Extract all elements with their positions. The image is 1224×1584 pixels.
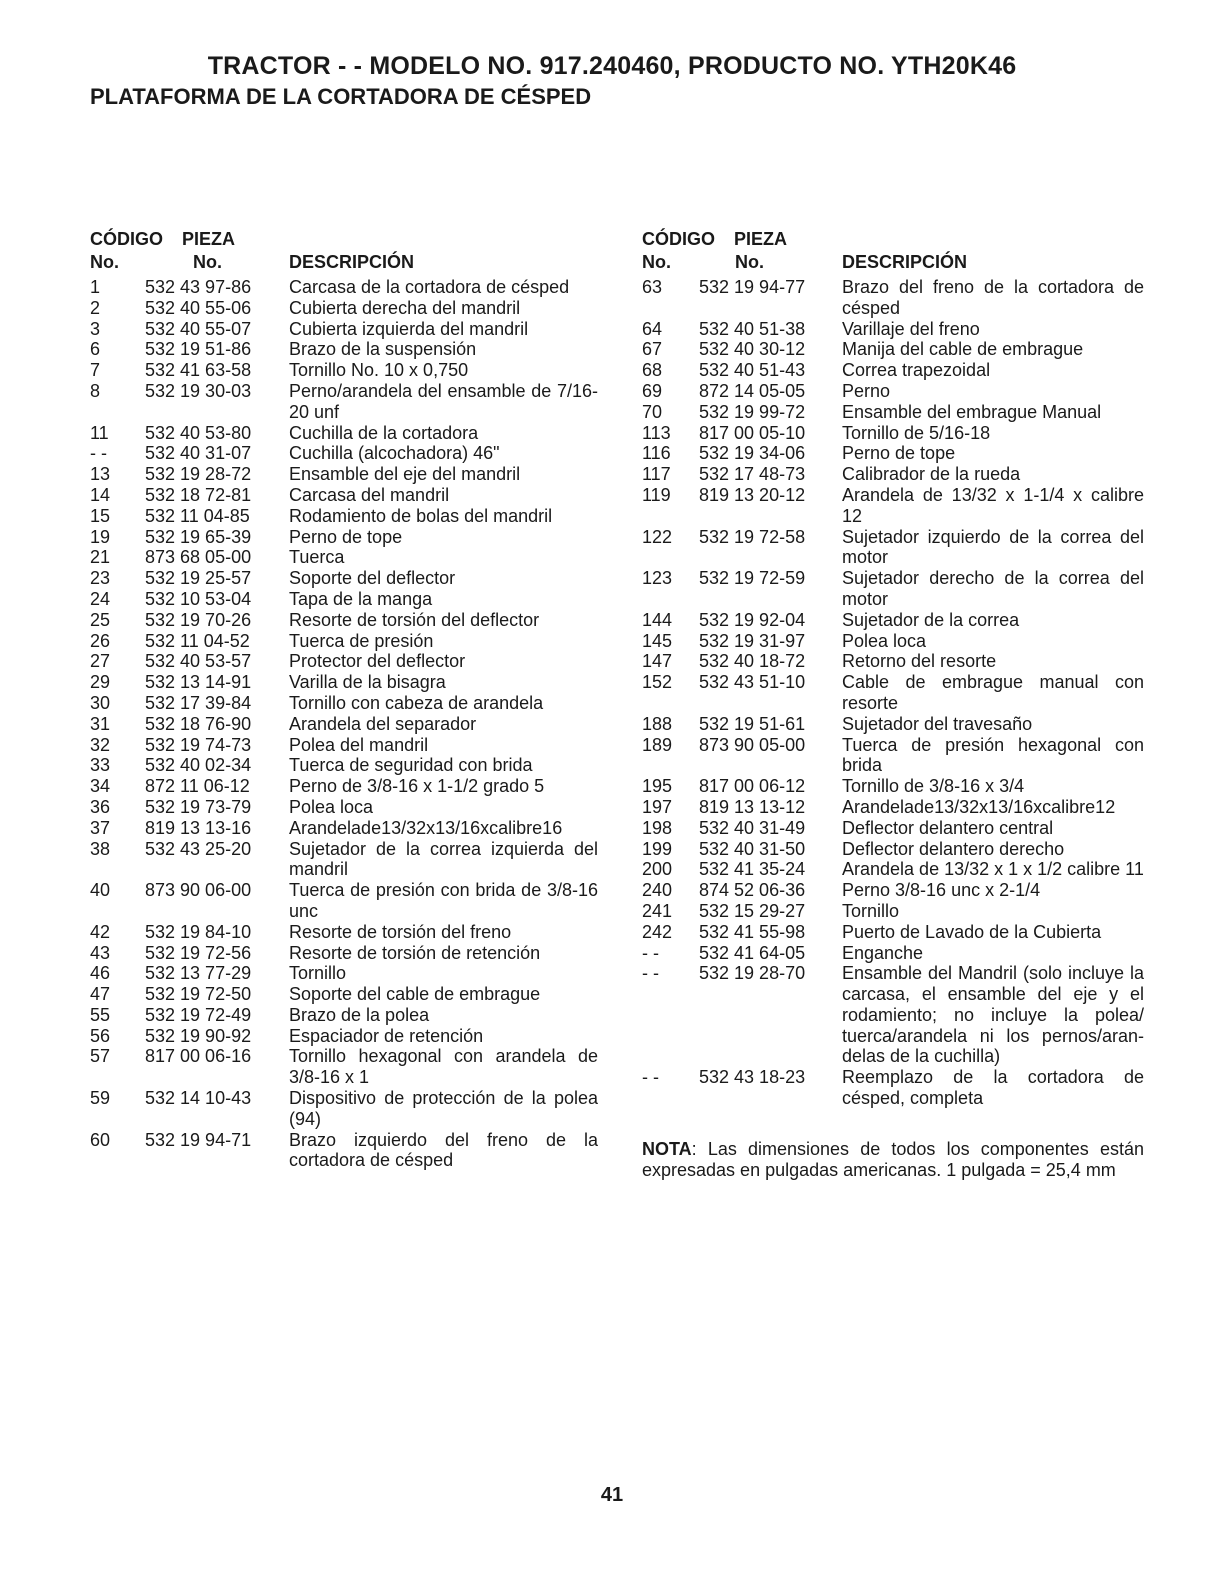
codigo-no: 69 [642,380,663,401]
table-row [642,735,1144,777]
codigo-no: 197 [642,796,673,817]
descripcion: Tornillo con cabeza de arandela [289,692,544,713]
pieza-no: 532 41 63-58 [145,360,252,381]
pieza-no: 532 19 72-49 [145,1004,252,1025]
table-row [642,963,1144,1067]
codigo-no: 13 [90,464,111,485]
descripcion: Tuerca [289,547,345,568]
descripcion: Deflector delantero central [842,817,1054,838]
codigo-no: 38 [90,838,111,859]
table-row [90,776,598,797]
header-pieza-no: No. [193,252,222,272]
table-row [90,1005,598,1026]
descripcion: Perno de 3/8-16 x 1-1/2 grado 5 [289,776,545,797]
table-row [90,797,598,818]
table-row [642,901,1144,922]
table-row [90,651,598,672]
pieza-no: 532 43 51-10 [699,672,806,693]
pieza-no: 532 19 34-06 [699,443,806,464]
pieza-no: 532 19 72-58 [699,526,806,547]
codigo-no: 123 [642,568,673,589]
table-row [642,672,1144,714]
table-row [90,506,598,527]
pieza-no: 532 14 10-43 [145,1088,252,1109]
codigo-no: 200 [642,859,673,880]
table-row [642,880,1144,901]
header-pieza-no: No. [735,252,764,272]
descripcion: Correa trapezoidal [842,360,991,381]
table-row [90,880,598,922]
descripcion: Tapa de la manga [289,588,433,609]
descripcion: Resorte de torsión del freno [289,921,512,942]
pieza-no: 819 13 20-12 [699,484,806,505]
header-codigo: CÓDIGO [642,229,716,249]
codigo-no: 189 [642,734,673,755]
codigo-no: - - [90,443,107,464]
table-row [90,755,598,776]
table-row [642,339,1144,360]
codigo-no: - - [642,963,659,984]
column-header [642,229,1144,273]
descripcion: Calibrador de la rueda [842,464,1021,485]
descripcion: Soporte del deflector [289,568,456,589]
table-row [642,277,1144,319]
descripcion: Deflector delantero derecho [842,838,1065,859]
pieza-no: 532 19 51-61 [699,713,806,734]
pieza-no: 532 19 74-73 [145,734,252,755]
table-row [90,735,598,756]
codigo-no: 31 [90,713,111,734]
descripcion: Perno [842,380,891,401]
descripcion: Tornillo hexagonal con arandela de 3/8-16 x 1 [289,1046,598,1088]
codigo-no: 2 [90,297,101,318]
table-row [642,839,1144,860]
table-row [90,693,598,714]
pieza-no: 872 14 05-05 [699,380,806,401]
descripcion: Resorte de torsión de retención [289,942,541,963]
codigo-no: 145 [642,630,673,651]
codigo-no: 19 [90,526,111,547]
table-row [90,547,598,568]
codigo-no: 36 [90,796,111,817]
codigo-no: 68 [642,360,663,381]
codigo-no: 198 [642,817,673,838]
descripcion: Rodamiento de bolas del mandril [289,505,553,526]
table-row [642,776,1144,797]
pieza-no: 532 43 18-23 [699,1067,806,1088]
codigo-no: 37 [90,817,111,838]
header-pieza: PIEZA [734,229,788,249]
column-header [90,229,598,273]
pieza-no: 819 13 13-16 [145,817,252,838]
descripcion: Perno de tope [289,526,403,547]
codigo-no: 29 [90,672,111,693]
pieza-no: 532 11 04-52 [145,630,250,651]
descripcion: Arandelade13/32x13/16xcalibre16 [289,817,563,838]
table-row [90,672,598,693]
codigo-no: 57 [90,1046,111,1067]
table-row [90,319,598,340]
table-row [90,443,598,464]
table-row [90,818,598,839]
table-row [642,402,1144,423]
descripcion: Brazo izquierdo del freno de la cortadora de césped [289,1129,598,1171]
descripcion: Sujetador de la correa [842,609,1020,630]
codigo-no: 33 [90,755,111,776]
pieza-no: 532 40 30-12 [699,339,806,360]
codigo-no: 1 [90,277,101,297]
pieza-no: 532 40 31-07 [145,443,252,464]
table-row [642,818,1144,839]
table-row [90,943,598,964]
table-row [90,631,598,652]
codigo-no: 42 [90,921,111,942]
descripcion: Protector del deflector [289,651,466,672]
descripcion: Puerto de Lavado de la Cubierta [842,921,1102,942]
table-row [642,859,1144,880]
table-row [90,1046,598,1088]
codigo-no: 3 [90,318,101,339]
codigo-no: 70 [642,401,663,422]
codigo-no: 113 [642,422,671,443]
descripcion: Perno de tope [842,443,956,464]
parts-column-right [642,229,1144,1181]
table-row [90,360,598,381]
codigo-no: 60 [90,1129,111,1150]
pieza-no: 532 19 94-77 [699,277,806,297]
pieza-no: 532 19 72-59 [699,568,806,589]
descripcion: Dispositivo de protección de la polea (94) [289,1088,598,1129]
codigo-no: 24 [90,588,111,609]
descripcion: Polea del mandril [289,734,429,755]
descripcion: Arandela de 13/32 x 1-1/4 x calibre 12 [842,484,1144,526]
pieza-no: 532 10 53-04 [145,588,252,609]
page-number: 41 [600,1484,624,1506]
table-row [90,381,598,423]
header-pieza: PIEZA [182,229,236,249]
codigo-no: 240 [642,880,673,901]
header-descripcion: DESCRIPCIÓN [289,252,415,272]
codigo-no: 43 [90,942,111,963]
pieza-no: 532 41 55-98 [699,921,806,942]
descripcion: Cuchilla de la cortadora [289,422,479,443]
pieza-no: 532 19 90-92 [145,1025,252,1046]
codigo-no: 199 [642,838,673,859]
descripcion: Carcasa de la cortadora de césped [289,277,570,297]
pieza-no: 532 40 31-50 [699,838,806,859]
table-row [90,423,598,444]
pieza-no: 532 19 72-50 [145,984,252,1005]
pieza-no: 873 90 05-00 [699,734,806,755]
pieza-no: 874 52 06-36 [699,880,806,901]
pieza-no: 532 19 73-79 [145,796,252,817]
page-title: TRACTOR - - MODELO NO. 917.240460, PRODUCTO NO. YTH20K46 [207,52,1017,80]
codigo-no: 147 [642,651,673,672]
table-row [90,1130,598,1172]
codigo-no: 47 [90,984,111,1005]
pieza-no: 532 19 51-86 [145,339,252,360]
table-row [90,339,598,360]
table-row [642,943,1144,964]
header-codigo-no: No. [642,252,671,272]
codigo-no: 27 [90,651,111,672]
descripcion: Cuchilla (alcochadora) 46" [289,443,500,464]
table-row [90,464,598,485]
descripcion: Manija del cable de embrague [842,339,1084,360]
table-row [642,631,1144,652]
descripcion: Ensamble del embrague Manual [842,401,1102,422]
codigo-no: 195 [642,776,673,797]
table-row [642,714,1144,735]
codigo-no: 46 [90,963,111,984]
table-row [642,1067,1144,1109]
pieza-no: 817 00 06-16 [145,1046,252,1067]
pieza-no: 532 40 51-38 [699,318,806,339]
pieza-no: 532 19 28-72 [145,464,252,485]
descripcion: Ensamble del eje del mandril [289,464,521,485]
descripcion: Brazo de la polea [289,1004,430,1025]
table-row [90,610,598,631]
pieza-no: 873 68 05-00 [145,547,252,568]
descripcion: Tornillo de 3/8-16 x 3/4 [842,776,1025,797]
pieza-no: 532 18 76-90 [145,713,252,734]
pieza-no: 817 00 05-10 [699,422,806,443]
codigo-no: 242 [642,921,673,942]
pieza-no: 532 40 53-57 [145,651,252,672]
table-row [90,298,598,319]
descripcion: Brazo del freno de la cortadora de césped [842,277,1144,318]
descripcion: Perno/arandela del ensamble de 7/16-20 unf [289,380,598,422]
table-row [642,922,1144,943]
pieza-no: 532 43 97-86 [145,277,252,297]
header-codigo: CÓDIGO [90,229,164,249]
codigo-no: 23 [90,568,111,589]
descripcion: Retorno del resorte [842,651,997,672]
pieza-no: 532 15 29-27 [699,900,806,921]
descripcion: Cubierta derecha del mandril [289,297,521,318]
descripcion: Tornillo [289,963,347,984]
pieza-no: 532 40 55-06 [145,297,252,318]
table-row [642,423,1144,444]
table-row [642,797,1144,818]
table-row [642,464,1144,485]
table-row [90,963,598,984]
pieza-no: 532 43 25-20 [145,838,252,859]
pieza-no: 532 13 14-91 [145,672,252,693]
codigo-no: 6 [90,339,101,360]
descripcion: Tuerca de seguridad con brida [289,755,533,776]
table-row [642,651,1144,672]
descripcion: Carcasa del mandril [289,484,450,505]
pieza-no: 817 00 06-12 [699,776,806,797]
table-row [90,1088,598,1130]
table-row [90,984,598,1005]
codigo-no: 188 [642,713,673,734]
descripcion: Tuerca de presión [289,630,434,651]
table-row [642,485,1144,527]
pieza-no: 532 18 72-81 [145,484,252,505]
table-row [642,568,1144,610]
pieza-no: 532 40 55-07 [145,318,252,339]
codigo-no: 8 [90,380,101,401]
descripcion: Arandela de 13/32 x 1 x 1/2 calibre 11 [842,859,1144,880]
pieza-no: 532 11 04-85 [145,505,250,526]
codigo-no: 26 [90,630,111,651]
codigo-no: 67 [642,339,663,360]
codigo-no: 63 [642,277,663,297]
table-row [642,610,1144,631]
codigo-no: 59 [90,1088,111,1109]
descripcion: Sujetador de la correa izquierda del mandril [289,838,598,880]
descripcion: Cable de embrague manual con resorte [842,672,1144,713]
codigo-no: 116 [642,443,671,464]
pieza-no: 532 19 25-57 [145,568,252,589]
pieza-no: 532 40 51-43 [699,360,806,381]
parts-list-right [642,273,1144,1109]
codigo-no: 117 [642,464,671,485]
descripcion: Varilla de la bisagra [289,672,446,693]
table-row [90,922,598,943]
table-row [90,485,598,506]
note-text: : Las dimensiones de todos los componentes están expresadas en pulgadas americanas. 1 pulgada = 25,4 mm [642,1138,1144,1180]
pieza-no: 532 19 65-39 [145,526,252,547]
table-row [642,443,1144,464]
pieza-no: 532 19 72-56 [145,942,252,963]
codigo-no: - - [642,1067,659,1088]
codigo-no: 32 [90,734,111,755]
descripcion: Ensamble del Mandril (solo incluye la carcasa, el ensamble del eje y el rodamiento; no incluye la polea/ tuerca/arandela ni los pernos/aran- delas de la cuchilla) [842,963,1144,1067]
codigo-no: 55 [90,1004,111,1025]
table-row [90,527,598,548]
table-row [90,839,598,881]
codigo-no: 34 [90,776,111,797]
pieza-no: 532 19 70-26 [145,609,252,630]
descripcion: Sujetador del travesaño [842,713,1033,734]
descripcion: Reemplazo de la cortadora de césped, completa [842,1067,1144,1109]
descripcion: Espaciador de retención [289,1025,484,1046]
table-row [642,319,1144,340]
note-label: NOTA [642,1138,692,1159]
parts-column-left [90,229,598,1171]
pieza-no: 532 17 48-73 [699,464,806,485]
descripcion: Enganche [842,942,924,963]
codigo-no: 119 [642,484,671,505]
pieza-no: 532 40 02-34 [145,755,252,776]
descripcion: Cubierta izquierda del mandril [289,318,529,339]
codigo-no: 64 [642,318,663,339]
codigo-no: 15 [90,505,111,526]
pieza-no: 532 19 30-03 [145,380,252,401]
pieza-no: 532 41 35-24 [699,859,806,880]
descripcion: Polea loca [289,796,374,817]
descripcion: Tornillo [842,900,900,921]
descripcion: Polea loca [842,630,927,651]
pieza-no: 819 13 13-12 [699,796,806,817]
descripcion: Arandela del separador [289,713,477,734]
pieza-no: 532 41 64-05 [699,942,806,963]
descripcion: Resorte de torsión del deflector [289,609,540,630]
table-row [90,568,598,589]
pieza-no: 873 90 06-00 [145,880,252,901]
parts-list-left [90,273,598,1171]
section-subtitle: PLATAFORMA DE LA CORTADORA DE CÉSPED [90,84,592,109]
table-row [90,277,598,298]
table-row [90,589,598,610]
header-descripcion: DESCRIPCIÓN [842,252,968,272]
descripcion: Tornillo de 5/16-18 [842,422,991,443]
codigo-no: 25 [90,609,111,630]
descripcion: Tornillo No. 10 x 0,750 [289,360,469,381]
codigo-no: 21 [90,547,111,568]
table-row [642,527,1144,569]
pieza-no: 532 19 92-04 [699,609,806,630]
pieza-no: 532 40 31-49 [699,817,806,838]
codigo-no: - - [642,942,659,963]
pieza-no: 532 19 99-72 [699,401,806,422]
codigo-no: 14 [90,484,111,505]
table-row [90,714,598,735]
pieza-no: 872 11 06-12 [145,776,250,797]
pieza-no: 532 19 84-10 [145,921,252,942]
pieza-no: 532 40 18-72 [699,651,806,672]
table-row [90,1026,598,1047]
descripcion: Tuerca de presión con brida de 3/8-16 unc [289,880,598,921]
codigo-no: 40 [90,880,111,901]
descripcion: Soporte del cable de embrague [289,984,541,1005]
header-codigo-no: No. [90,252,119,272]
pieza-no: 532 40 53-80 [145,422,252,443]
codigo-no: 30 [90,692,111,713]
descripcion: Tuerca de presión hexagonal con brida [842,734,1144,776]
pieza-no: 532 19 31-97 [699,630,806,651]
descripcion: Brazo de la suspensión [289,339,477,360]
pieza-no: 532 19 28-70 [699,963,806,984]
table-row [642,360,1144,381]
descripcion: Arandelade13/32x13/16xcalibre12 [842,796,1116,817]
descripcion: Perno 3/8-16 unc x 2-1/4 [842,880,1041,901]
table-row [642,381,1144,402]
codigo-no: 56 [90,1025,111,1046]
codigo-no: 11 [90,422,109,443]
pieza-no: 532 17 39-84 [145,692,252,713]
codigo-no: 241 [642,900,673,921]
pieza-no: 532 19 94-71 [145,1129,252,1150]
pieza-no: 532 13 77-29 [145,963,252,984]
codigo-no: 144 [642,609,673,630]
descripcion: Sujetador izquierdo de la correa del motor [842,526,1144,568]
codigo-no: 152 [642,672,673,693]
descripcion: Sujetador derecho de la correa del motor [842,568,1144,609]
codigo-no: 122 [642,526,673,547]
note-paragraph [642,1139,1144,1181]
codigo-no: 7 [90,360,101,381]
descripcion: Varillaje del freno [842,318,980,339]
